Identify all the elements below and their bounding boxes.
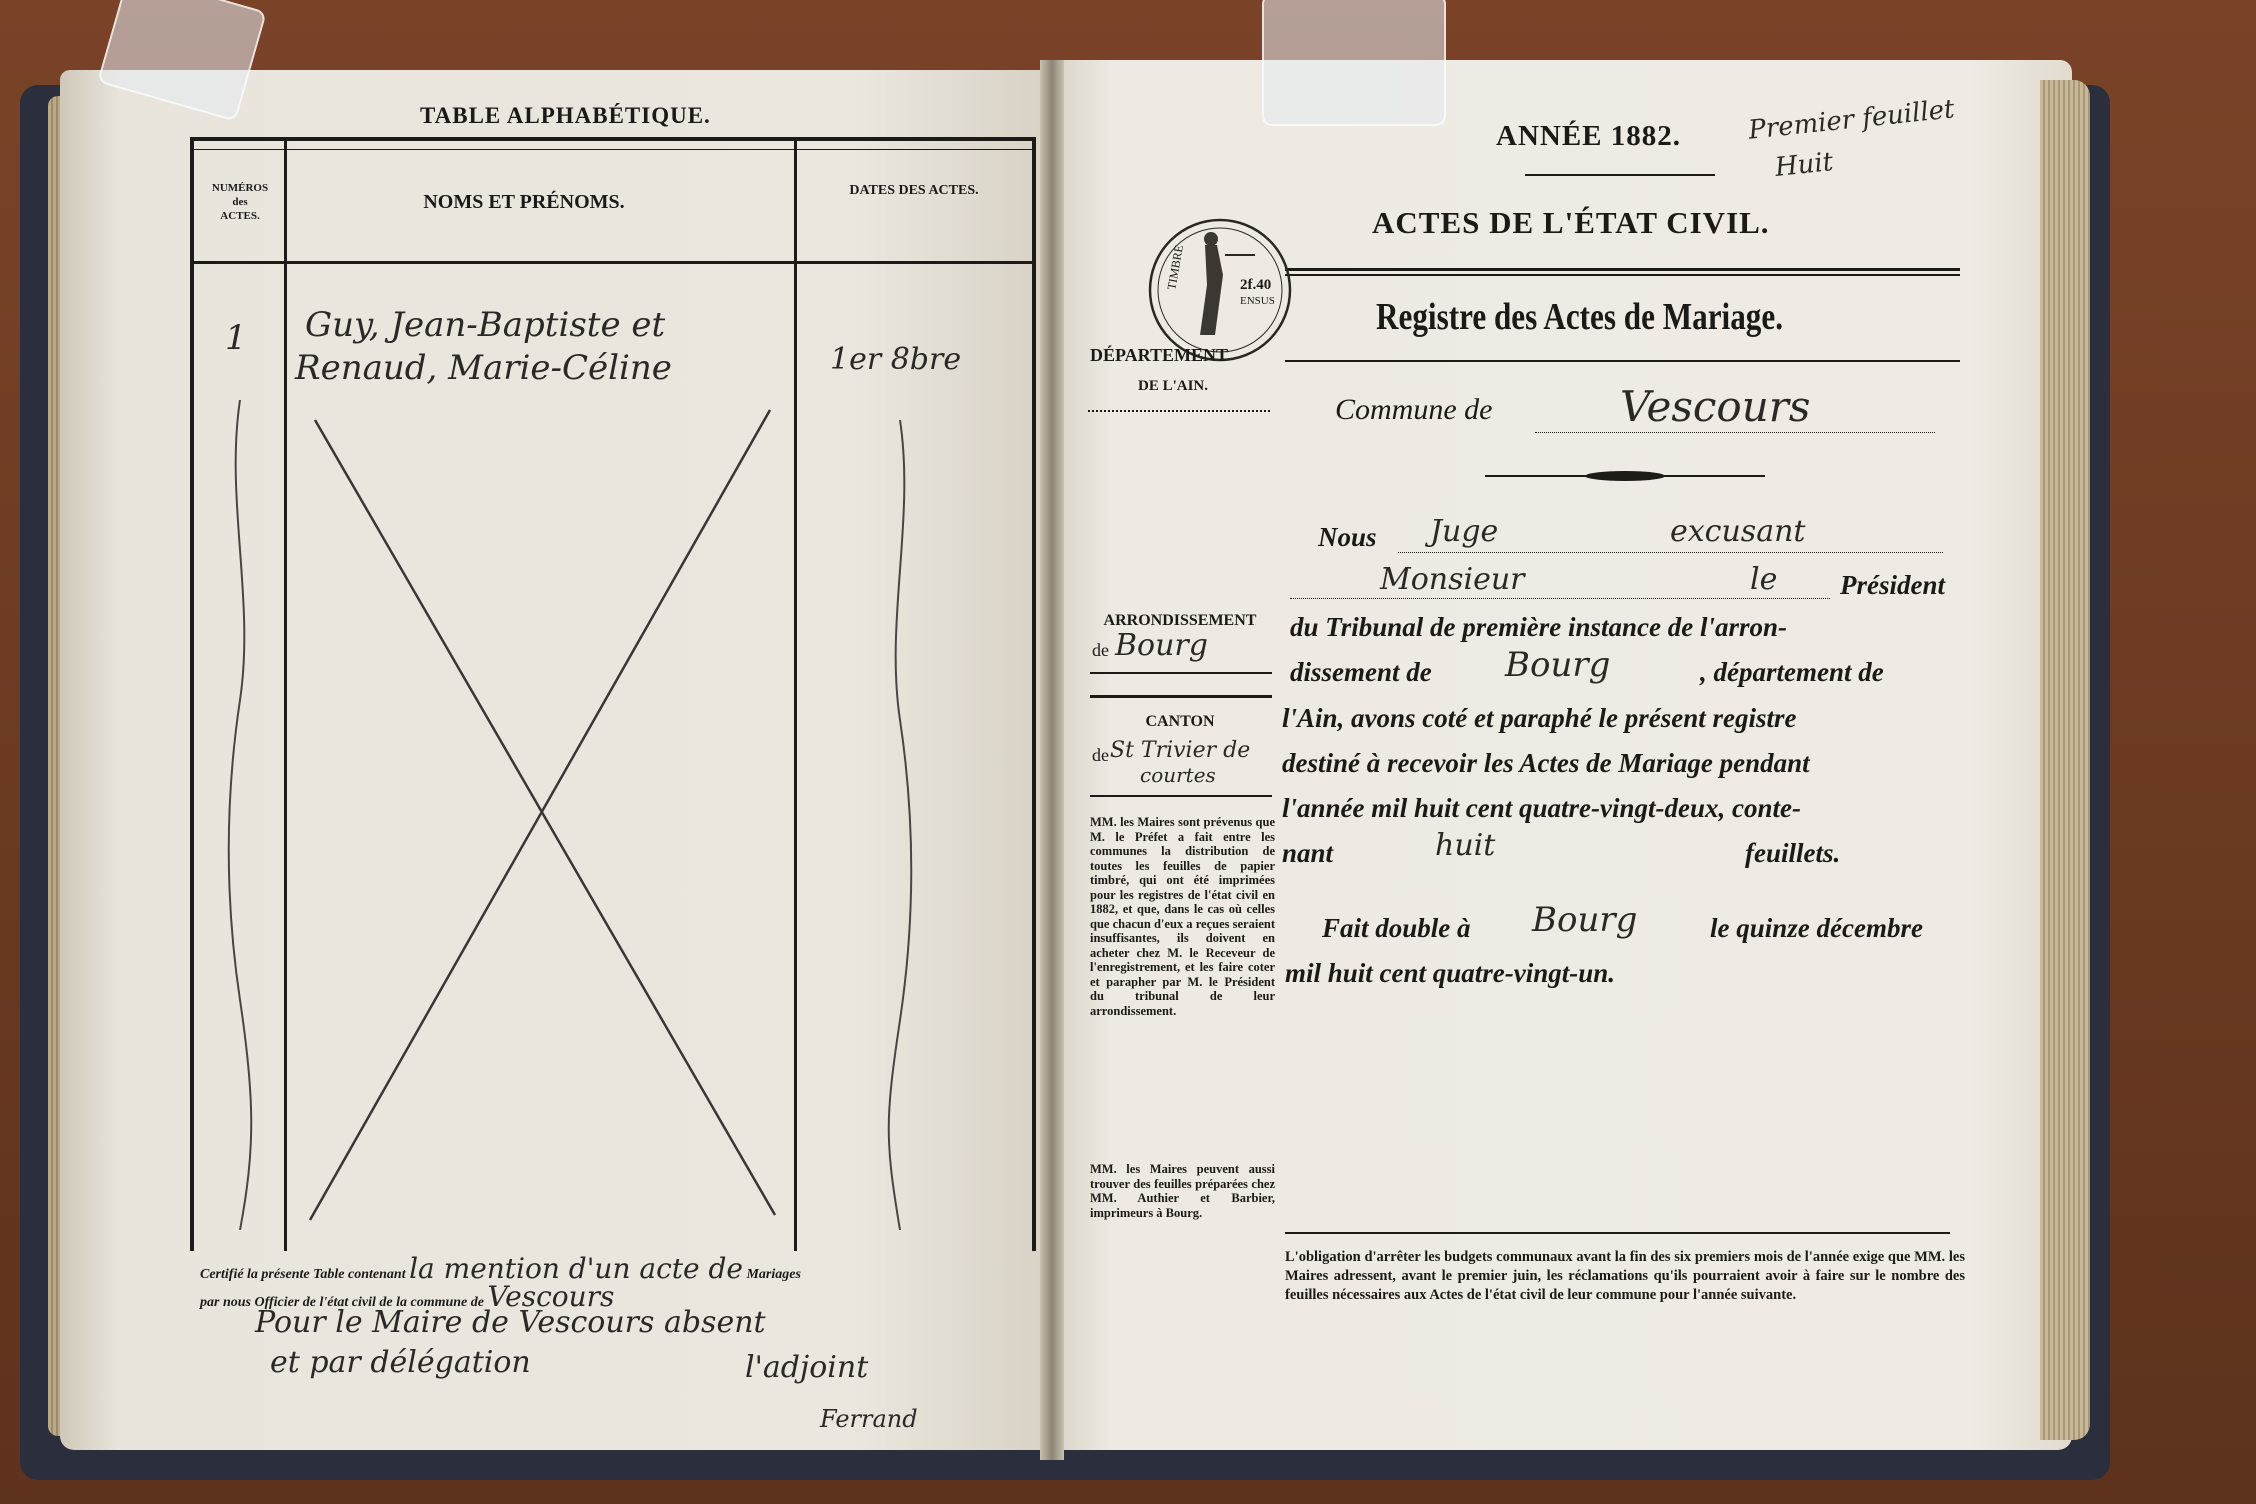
nous-hand-3: Monsieur — [1380, 562, 1525, 597]
line-ain: l'Ain, avons coté et paraphé le présent registre — [1282, 703, 1797, 733]
line-departement: , département de — [1700, 657, 1884, 687]
dissement-hand: Bourg — [1505, 645, 1611, 685]
column-divider — [284, 141, 287, 1251]
nous-label: Nous — [1318, 522, 1377, 552]
header-divider — [194, 261, 1032, 264]
rule — [1535, 432, 1935, 433]
rule — [1090, 672, 1272, 674]
departement-name: DE L'AIN. — [1138, 378, 1209, 394]
annee-heading: ANNÉE 1882. — [1496, 120, 1682, 152]
nant-hand: huit — [1435, 828, 1496, 863]
entry-date: 1er 8bre — [830, 342, 962, 377]
table-title: TABLE ALPHABÉTIQUE. — [420, 103, 711, 128]
cert-hand-4: l'adjoint — [745, 1350, 869, 1385]
cert-printed-3: par nous Officier de l'état civil de la commune de — [200, 1295, 484, 1310]
nous-hand-1: Juge — [1430, 514, 1499, 549]
president-text: Président — [1840, 570, 1945, 600]
header-text: des — [232, 196, 248, 208]
feuillets-text: feuillets. — [1745, 838, 1841, 868]
registre-title: Registre des Actes de Mariage. — [1376, 296, 1783, 338]
cert-hand-2: Pour le Maire de Vescours absent — [255, 1305, 766, 1340]
column-divider — [794, 141, 797, 1251]
rule — [1285, 268, 1960, 271]
cross-out-mark — [300, 400, 790, 1230]
rule — [1088, 410, 1270, 412]
page-clip-right — [1262, 0, 1446, 126]
departement-label: DÉPARTEMENT — [1090, 345, 1229, 365]
cert-hand-3: et par délégation — [270, 1345, 531, 1380]
rule — [1285, 360, 1960, 362]
timbre-stamp — [1145, 215, 1295, 365]
cert-hand-1: la mention d'un acte de — [409, 1252, 743, 1285]
column-header-dates: DATES DES ACTES. — [849, 183, 979, 198]
stamp-sub: ENSUS — [1240, 295, 1275, 307]
line-dissement: dissement de — [1290, 657, 1432, 687]
header-text: ACTES. — [220, 210, 260, 222]
rule — [1090, 795, 1272, 797]
book-gutter — [1040, 60, 1064, 1460]
wavy-line-left — [220, 400, 260, 1230]
ornament-rule — [1485, 470, 1765, 482]
rule — [1090, 695, 1272, 698]
line-tribunal: du Tribunal de première instance de l'arron- — [1290, 612, 1788, 642]
canton-label: CANTON — [1145, 713, 1215, 730]
wavy-line-right — [880, 420, 920, 1230]
canton-value-2: courtes — [1140, 763, 1216, 787]
side-note-maires: MM. les Maires sont prévenus que M. le Préfet a fait entre les communes la distribution de toutes les feuilles de papier timbré, qui ont été imprimées pour les registres de l'état civil en 1882, et que, dans le cas où celles que chacun d'eux a reçues seraient insuffisantes, ils doivent en acheter chez M. le Receveur de l'enregistrement, et les faire coter et parapher par M. le Président du tribunal de leur arrondissement. — [1090, 815, 1275, 1018]
column-header-noms: NOMS ET PRÉNOMS. — [423, 191, 625, 213]
header-text: NUMÉROS — [211, 182, 269, 194]
nous-hand-2: excusant — [1670, 514, 1806, 549]
commune-label: Commune de — [1335, 393, 1493, 426]
fait-hand: Bourg — [1532, 900, 1638, 940]
fait-last: mil huit cent quatre-vingt-un. — [1285, 958, 1616, 988]
rule — [1290, 598, 1830, 599]
rule — [1285, 1232, 1950, 1234]
right-page-edges — [2040, 80, 2090, 1440]
annee-handwritten-note-2: Huit — [1773, 147, 1835, 183]
arrondissement-value: Bourg — [1115, 628, 1208, 663]
cert-signature: Ferrand — [820, 1405, 918, 1433]
fait-double: Fait double à — [1322, 913, 1471, 943]
rule — [1285, 274, 1960, 276]
cert-printed-2: Mariages — [746, 1267, 801, 1282]
column-header-numeros — [194, 181, 286, 223]
side-note-imprimeurs: MM. les Maires peuvent aussi trouver des feuilles préparées chez MM. Authier et Barbier, imprimeurs à Bourg. — [1090, 1162, 1275, 1220]
entry-name-line-1: Guy, Jean-Baptiste et — [305, 305, 666, 345]
stamp-price: 2f.40 — [1240, 277, 1272, 293]
rule — [1525, 174, 1715, 176]
line-nant: nant — [1282, 838, 1334, 868]
footnote-budgets: L'obligation d'arrêter les budgets communaux avant la fin des six premiers mois de l'année exige que MM. les Maires adressent, avant le premier juin, les réclamations qu'ils pourraient avoir à faire sur le nombre des feuilles nécessaires aux Actes de l'état civil de leur commune pour l'année suivante. — [1285, 1249, 1965, 1303]
actes-title: ACTES DE L'ÉTAT CIVIL. — [1372, 205, 1770, 240]
line-destine: destiné à recevoir les Actes de Mariage pendant — [1282, 748, 1810, 778]
cert-printed-1: Certifié la présente Table contenant — [200, 1267, 406, 1282]
arrondissement-prefix: de — [1092, 640, 1109, 660]
fait-suite: le quinze décembre — [1710, 913, 1923, 943]
nous-hand-4: le — [1750, 562, 1778, 597]
stamp-icon — [1145, 215, 1295, 365]
rule — [1398, 552, 1943, 553]
entry-number: 1 — [225, 318, 247, 358]
entry-name-line-2: Renaud, Marie-Céline — [295, 348, 672, 388]
header-inner-rule — [194, 149, 1032, 150]
commune-value: Vescours — [1620, 382, 1811, 431]
canton-value-1: St Trivier de — [1110, 738, 1251, 763]
cert-hand-commune: Vescours — [487, 1280, 615, 1313]
line-annee: l'année mil huit cent quatre-vingt-deux, conte- — [1282, 793, 1801, 823]
annee-handwritten-note: Premier feuillet — [1746, 94, 1956, 146]
stamp-text: TIMBRE — [1164, 243, 1187, 291]
canton-prefix: de — [1092, 745, 1109, 765]
arrondissement-label: ARRONDISSEMENT — [1103, 612, 1257, 629]
